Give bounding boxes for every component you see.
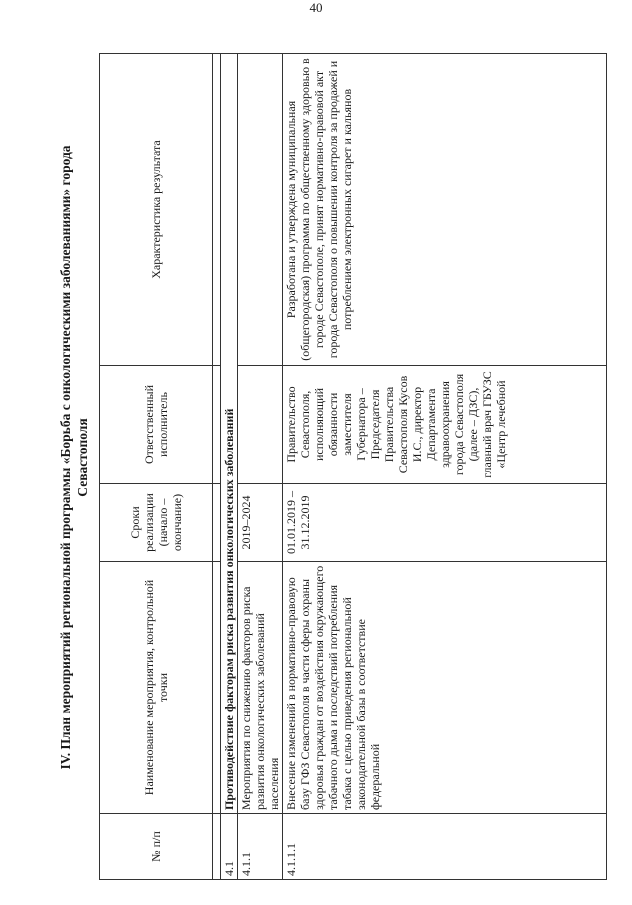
row-name: Мероприятия по снижению факторов риска развития онкологических заболеваний населения (237, 562, 282, 814)
section-number: 4.1 (220, 814, 237, 880)
col-header-dates: Сроки реализации (начало – окончание) (100, 484, 213, 562)
row-result: Разработана и утверждена муниципальная (общегородская) программа по общественному здоровью в городе Севастополе, принят нормативно-правовой акт города Севастополя о повышении контроля за продажей и потреблением электронных сигарет и кальянов (283, 54, 607, 366)
section-title: Противодействие факторам риска развития онкологических заболеваний (220, 54, 237, 814)
row-result (237, 54, 282, 366)
col-header-executor: Ответственный исполнитель (100, 366, 213, 484)
page-number: 40 (309, 0, 323, 15)
section-heading (57, 35, 91, 880)
row-name: Внесение изменений в нормативно-правовую базу ГФЗ Севастополя в части сферы охраны здоровья граждан от воздействия окружающего табачного дыма и последствий потребления табака с целью приведения региональной законодательной базы в соответствие федеральной (283, 562, 607, 814)
col-header-num: № п/п (100, 814, 213, 880)
heading-line-2: Севастополя (75, 418, 90, 497)
row-dates: 01.01.2019 – 31.12.2019 (283, 484, 607, 562)
row-executor (237, 366, 282, 484)
heading-line-1: IV. План мероприятий региональной программы «Борьба с онкологическими заболеваниями» города (58, 145, 73, 770)
table-row (283, 54, 607, 880)
table-header-row (100, 54, 213, 880)
table-section-row (220, 54, 237, 880)
col-header-result: Характеристика результата (100, 54, 213, 366)
table-row (237, 54, 282, 880)
plan-table (99, 53, 607, 880)
row-number: 4.1.1 (237, 814, 282, 880)
table-spacer-row (212, 54, 220, 880)
row-number: 4.1.1.1 (283, 814, 607, 880)
col-header-name: Наименование мероприятия, контрольной точки (100, 562, 213, 814)
rotated-page-content (55, 35, 607, 880)
row-dates: 2019–2024 (237, 484, 282, 562)
row-executor: Правительство Севастополя, исполняющий обязанности заместителя Губернатора – Председателя Правительства Севастополя Кусов И.С., директор Департамента здравоохранения города Севастополя (далее – ДЗС), главный врач ГБУЗС «Центр лечебной (283, 366, 607, 484)
